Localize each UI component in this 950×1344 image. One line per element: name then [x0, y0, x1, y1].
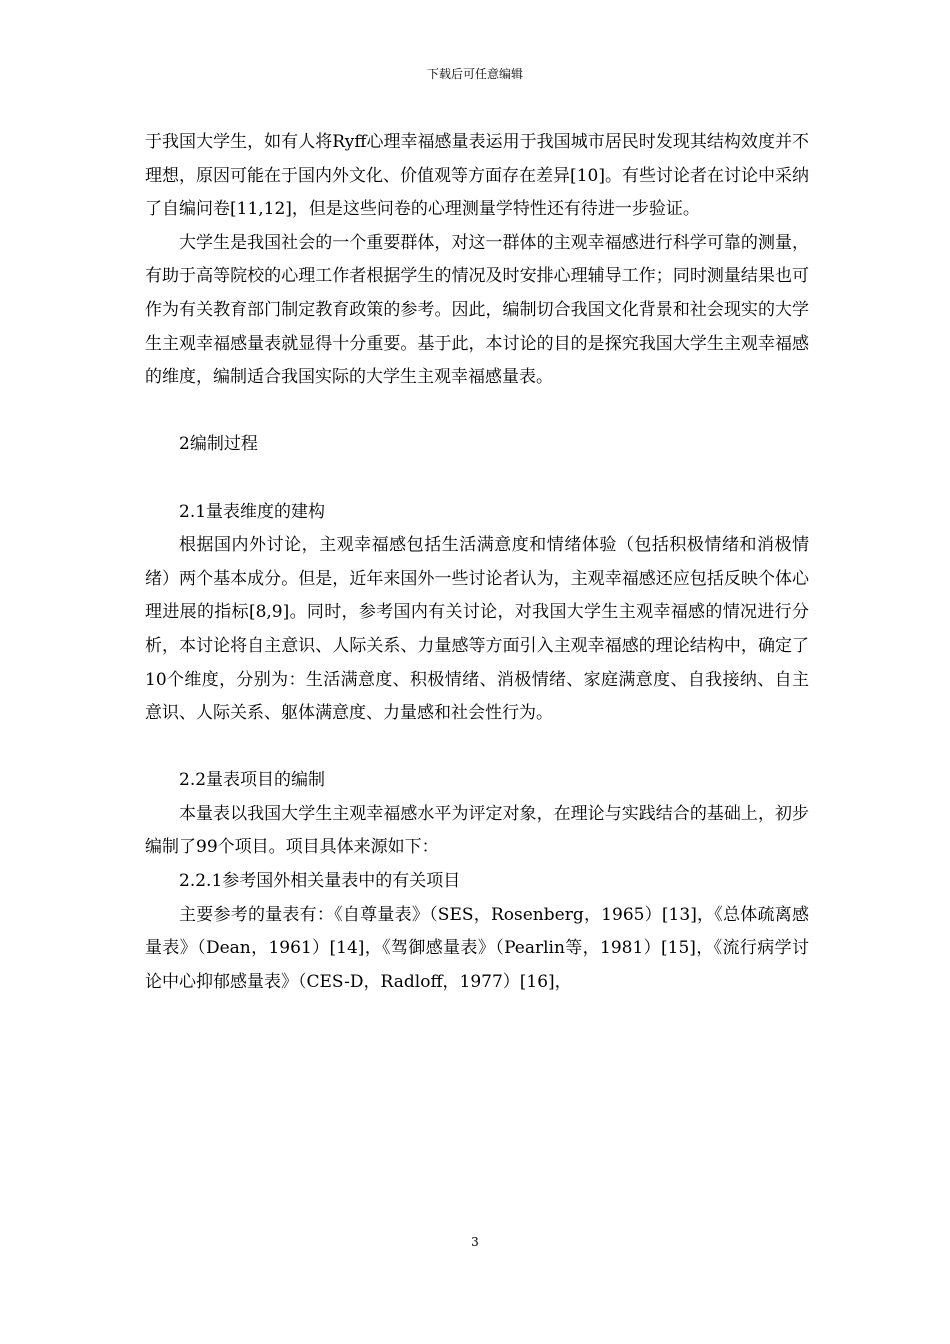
spacer [145, 731, 809, 765]
spacer [145, 395, 809, 429]
paragraph-1: 于我国大学生，如有人将Ryff心理幸福感量表运用于我国城市居民时发现其结构效度并不理想，原因可能在于国内外文化、价值观等方面存在差异[10]。有些讨论者在讨论中采纳了自编问卷[11,12]，但是这些问卷的心理测量学特性还有待进一步验证。 [145, 132, 809, 220]
paragraph-3: 根据国内外讨论，主观幸福感包括生活满意度和情绪体验（包括积极情绪和消极情绪）两个基本成分。但是，近年来国外一些讨论者认为，主观幸福感还应包括反映个体心理进展的指标[8,9]。同时，参考国内有关讨论，对我国大学生主观幸福感的情况进行分析，本讨论将自主意识、人际关系、力量感等方面引入主观幸福感的理论结构中，确定了10个维度，分别为：生活满意度、积极情绪、消极情绪、家庭满意度、自我接纳、自主意识、人际关系、躯体满意度、力量感和社会性行为。 [145, 535, 809, 724]
spacer [145, 462, 809, 496]
section-heading-2-2: 2.2量表项目的编制 [179, 770, 326, 791]
section-heading-2: 2编制过程 [179, 434, 258, 455]
page-header: 下载后可任意编辑 [426, 67, 523, 81]
page-number: 3 [471, 1235, 479, 1249]
paragraph-5: 主要参考的量表有：《自尊量表》（SES，Rosenberg，1965）[13]，《总体疏离感量表》（Dean，1961）[14]，《驾御感量表》（Pearlin等，1981）[15]，《流行病学讨论中心抑郁感量表》（CES-D，Radloff，1977）[16]， [145, 904, 809, 992]
section-heading-2-1: 2.1量表维度的建构 [179, 501, 326, 522]
document-body [145, 126, 809, 999]
paragraph-2: 大学生是我国社会的一个重要群体，对这一群体的主观幸福感进行科学可靠的测量，有助于高等院校的心理工作者根据学生的情况及时安排心理辅导工作；同时测量结果也可作为有关教育部门制定教育政策的参考。因此，编制切合我国文化背景和社会现实的大学生主观幸福感量表就显得十分重要。基于此，本讨论的目的是探究我国大学生主观幸福感的维度，编制适合我国实际的大学生主观幸福感量表。 [145, 232, 809, 388]
section-heading-2-2-1: 2.2.1参考国外相关量表中的有关项目 [179, 871, 461, 892]
paragraph-4: 本量表以我国大学生主观幸福感水平为评定对象，在理论与实践结合的基础上，初步编制了99个项目。项目具体来源如下： [145, 803, 809, 858]
